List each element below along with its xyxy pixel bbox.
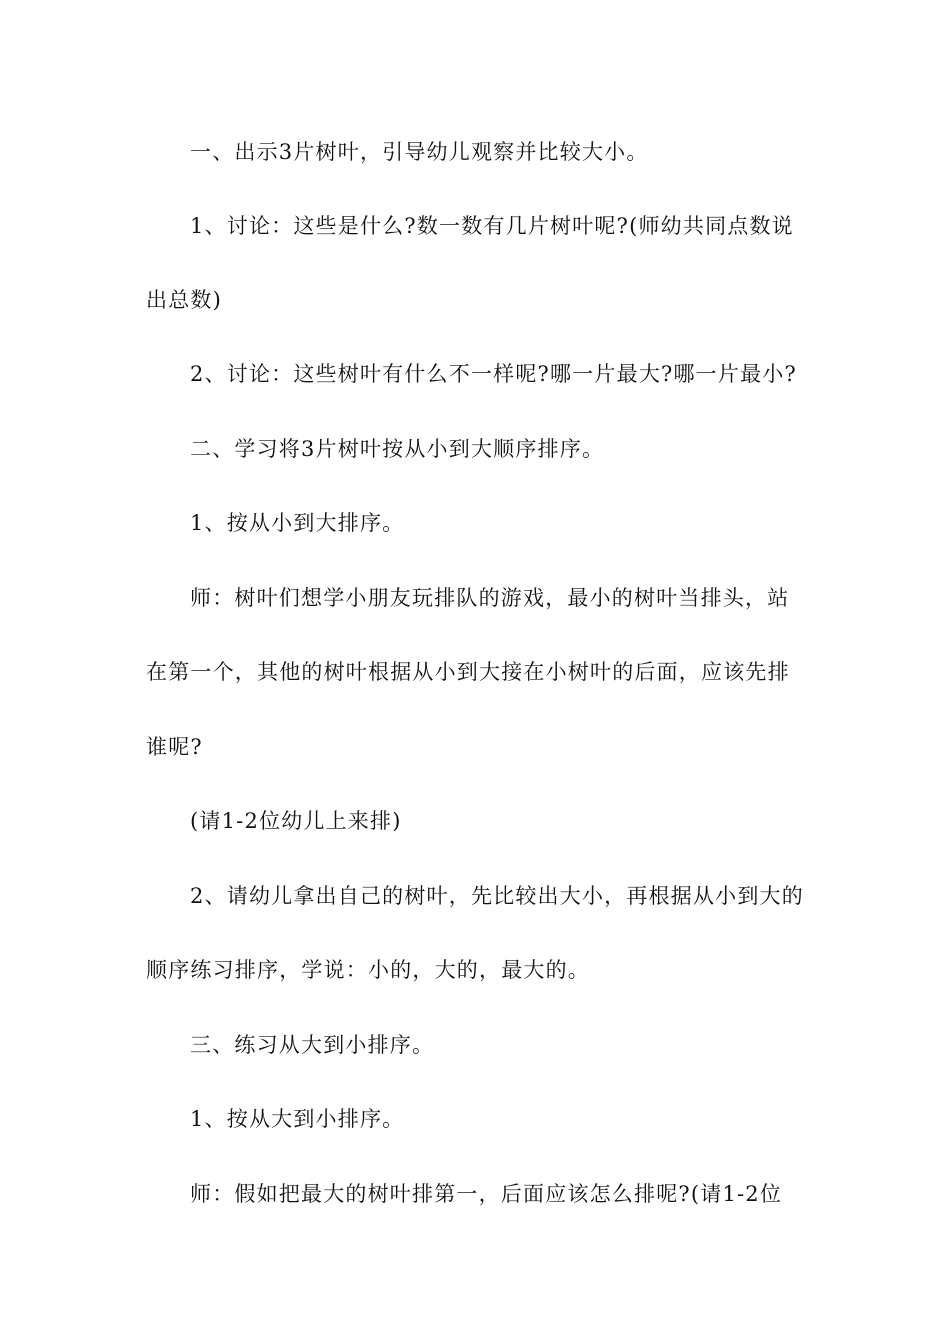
paragraph-line: 出总数)	[146, 288, 222, 312]
paragraph-line: 师：树叶们想学小朋友玩排队的游戏，最小的树叶当排头，站	[190, 586, 790, 610]
section-heading-2: 二、学习将3片树叶按从小到大顺序排序。	[190, 437, 605, 461]
paragraph-line: 谁呢?	[146, 735, 203, 759]
paragraph-line: (请1-2位幼儿上来排)	[190, 809, 402, 833]
paragraph-line: 1、按从大到小排序。	[190, 1107, 405, 1131]
section-heading-1: 一、出示3片树叶，引导幼儿观察并比较大小。	[190, 140, 649, 164]
paragraph-line: 1、按从小到大排序。	[190, 511, 405, 535]
paragraph-line: 2、请幼儿拿出自己的树叶，先比较出大小，再根据从小到大的	[190, 884, 804, 908]
paragraph-line: 1、讨论：这些是什么?数一数有几片树叶呢?(师幼共同点数说	[190, 214, 794, 238]
paragraph-line: 顺序练习排序，学说：小的，大的，最大的。	[146, 958, 590, 982]
paragraph-line: 2、讨论：这些树叶有什么不一样呢?哪一片最大?哪一片最小?	[190, 362, 797, 386]
paragraph-line: 在第一个，其他的树叶根据从小到大接在小树叶的后面，应该先排	[146, 660, 790, 684]
section-heading-3: 三、练习从大到小排序。	[190, 1033, 435, 1057]
paragraph-line: 师：假如把最大的树叶排第一，后面应该怎么排呢?(请1-2位	[190, 1182, 783, 1206]
